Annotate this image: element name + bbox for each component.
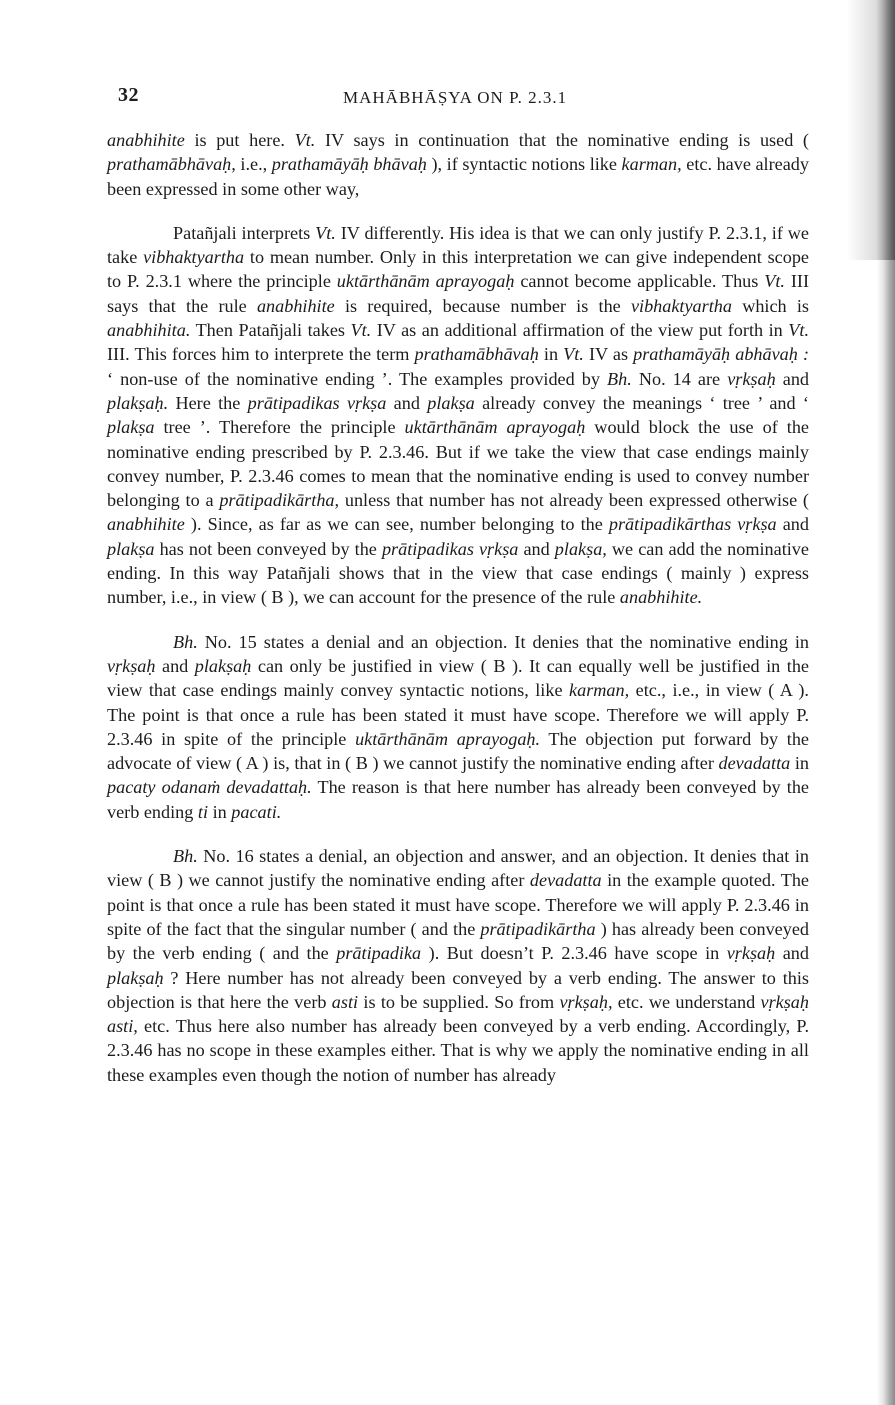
italic-term: anabhihite [256, 295, 335, 316]
text-run: cannot become applicable. Thus [514, 271, 765, 292]
text-run: unless that number has not already been expressed otherwise ( [339, 490, 809, 511]
text-run: etc. have already been expressed in some other way, [107, 154, 809, 199]
italic-term: plakṣa [107, 538, 155, 559]
running-head: MAHĀBHĀṢYA ON P. 2.3.1 [343, 88, 568, 107]
text-run: can only be justified in view ( B ). It can equally well be justified in the view that case endings mainly convey syntactic notions, like [107, 655, 809, 701]
text-run: The reason is that here number has already been conveyed by the verb ending [107, 777, 809, 822]
italic-term: Vt. [294, 130, 316, 150]
text-run: is put here. [184, 130, 295, 150]
text-run: III. This forces him to interprete the term [107, 344, 415, 365]
text-run: we can add the nominative ending. In this way Patañjali shows that in the view that case endings ( mainly ) express number, i.e., in view ( B ), we can account for the presence of the rule [107, 538, 809, 608]
italic-term: vṛkṣaḥ, [559, 991, 613, 1012]
text-run: and [155, 655, 195, 676]
text-run: No. 15 states a denial and an objection. It denies that the nominative ending in [197, 631, 809, 652]
text-run: The objection put forward by the advocate of view ( A ) is, that in ( B ) we cannot justify the nominative ending after [107, 728, 810, 774]
paragraph [107, 630, 809, 824]
italic-term: vibhaktyartha [630, 295, 732, 316]
italic-term: prātipadikas vṛkṣa [381, 538, 519, 559]
italic-term: plakṣa, [554, 538, 607, 559]
text-run: ), if syntactic notions like [426, 154, 622, 175]
italic-term: ti [197, 801, 209, 822]
text-run: already convey the meanings ‘ tree ’ and ‘ [474, 392, 809, 413]
italic-term: prathamāyāḥ bhāvaḥ [271, 154, 427, 175]
italic-term: anabhihite [107, 514, 185, 535]
text-run: in [208, 801, 232, 822]
italic-term: plakṣaḥ [107, 967, 164, 988]
text-run: and [775, 368, 810, 389]
italic-term: prātipadikārtha [480, 918, 596, 939]
italic-term: Bh. [607, 368, 632, 389]
page-header [118, 84, 808, 114]
text-run: would block the use of the nominative ending prescribed by P. 2.3.46. But if we take the view that case endings mainly convey number, P. 2.3.46 comes to mean that the nominative ending is used to convey number belonging to a [107, 417, 809, 511]
text-run: etc. we understand [612, 991, 761, 1012]
text-run: IV as an additional affirmation of the view put forth in [371, 320, 789, 341]
italic-term: plakṣaḥ [194, 655, 252, 676]
italic-term: Vt. [563, 344, 584, 365]
italic-term: vṛkṣaḥ [107, 655, 156, 676]
text-run: ? Here number has not already been conveyed by a verb ending. The answer to this objection is that here the verb [107, 967, 809, 1012]
scan-edge-shadow-top [847, 0, 895, 260]
paragraph [107, 128, 809, 201]
text-run: is required, because number is the [334, 295, 631, 316]
text-run: has not been conveyed by the [154, 538, 382, 559]
italic-term: prathamāyāḥ abhāvaḥ : [633, 344, 810, 365]
text-run: which is [731, 295, 809, 316]
text-run: in [538, 344, 564, 365]
italic-term: plakṣaḥ. [107, 392, 169, 413]
italic-term: vṛkṣaḥ [726, 943, 776, 964]
text-run: Here the [168, 392, 248, 413]
italic-term: plakṣa [107, 417, 155, 438]
italic-term: Vt. [764, 271, 785, 292]
paragraph [107, 221, 809, 610]
italic-term: uktārthānām aprayogaḥ [404, 417, 586, 438]
text-run: IV differently. His idea is that we can only justify P. 2.3.1, if we take [107, 222, 810, 268]
italic-term: vibhaktyartha [143, 247, 245, 268]
italic-term: vṛkṣaḥ [727, 368, 776, 389]
text-run: III says that the rule [107, 271, 810, 316]
italic-term: devadatta [529, 870, 602, 891]
text-run: and [775, 943, 809, 964]
italic-term: karman, [621, 154, 682, 175]
italic-term: prathamābhāvaḥ [414, 344, 539, 365]
text-run: No. 16 states a denial, an objection and answer, and an objection. It denies that in view ( B ) we cannot justify the nominative ending after [107, 846, 809, 891]
italic-term: prātipadikārtha, [219, 490, 340, 511]
text-run: etc. Thus here also number has already been conveyed by a verb ending. Accordingly, P. 2.3.46 has no scope in these examples either. That is why we apply the nominative ending in all these examples even though the notion of number has already [107, 1016, 809, 1085]
italic-term: vṛkṣaḥ asti, [107, 991, 809, 1037]
page-number: 32 [118, 84, 139, 106]
italic-term: prātipadikārthas vṛkṣa [608, 514, 777, 535]
italic-term: prātipadika [336, 943, 422, 964]
italic-term: prātipadikas vṛkṣa [247, 392, 387, 413]
text-run: in [790, 753, 810, 774]
text-run: IV as [583, 344, 634, 365]
italic-term: asti [331, 991, 359, 1012]
italic-term: uktārthānām aprayogaḥ [336, 271, 515, 292]
italic-term: karman, [569, 680, 630, 701]
italic-term: anabhihite. [619, 587, 703, 608]
text-run: and [776, 514, 809, 535]
text-run: Patañjali interprets [173, 222, 316, 243]
text-run: ‘ non-use of the nominative ending ’. The examples provided by [107, 368, 608, 389]
paragraph [107, 844, 809, 1087]
italic-term: anabhihita. [107, 320, 191, 341]
italic-term: pacati. [231, 801, 282, 822]
italic-term: Bh. [173, 631, 198, 652]
italic-term: Vt. [788, 320, 809, 341]
italic-term: pacaty odanaṁ devadattaḥ. [107, 777, 312, 798]
text-run: i.e., [235, 154, 272, 175]
text-run: IV says in continuation that the nominative ending is used ( [315, 130, 809, 150]
italic-term: devadatta [718, 753, 791, 774]
text-run: ) has already been conveyed by the verb ending ( and the [107, 918, 809, 964]
italic-term: Bh. [173, 846, 198, 867]
text-run: ). Since, as far as we can see, number belonging to the [184, 514, 609, 535]
italic-term: plakṣa [427, 392, 475, 413]
italic-term: uktārthānām aprayogaḥ. [355, 728, 541, 749]
text-run: and [386, 392, 428, 413]
text-run: to mean number. Only in this interpretation we can give independent scope to P. 2.3.1 where the principle [107, 247, 809, 292]
text-run: tree ’. Therefore the principle [154, 417, 405, 438]
text-run: No. 14 are [631, 368, 728, 389]
italic-term: Vt. [315, 222, 336, 243]
body-text [107, 128, 809, 1107]
italic-term: anabhihite [107, 130, 185, 150]
text-run: ). But doesn’t P. 2.3.46 have scope in [421, 943, 727, 964]
text-run: in the example quoted. The point is that once a rule has been stated it must have scope. Therefore we will apply P. 2.3.46 in spite of the fact that the singular number ( and the [107, 870, 810, 939]
text-run: Then Patañjali takes [190, 320, 351, 341]
text-run: etc., i.e., in view ( A ). The point is that once a rule has been stated it must have scope. Therefore we will apply P. 2.3.46 in spite of the principle [107, 680, 809, 749]
italic-term: prathamābhāvaḥ, [107, 154, 236, 175]
italic-term: Vt. [350, 320, 372, 341]
text-run: and [518, 538, 555, 559]
text-run: is to be supplied. So from [358, 991, 560, 1012]
